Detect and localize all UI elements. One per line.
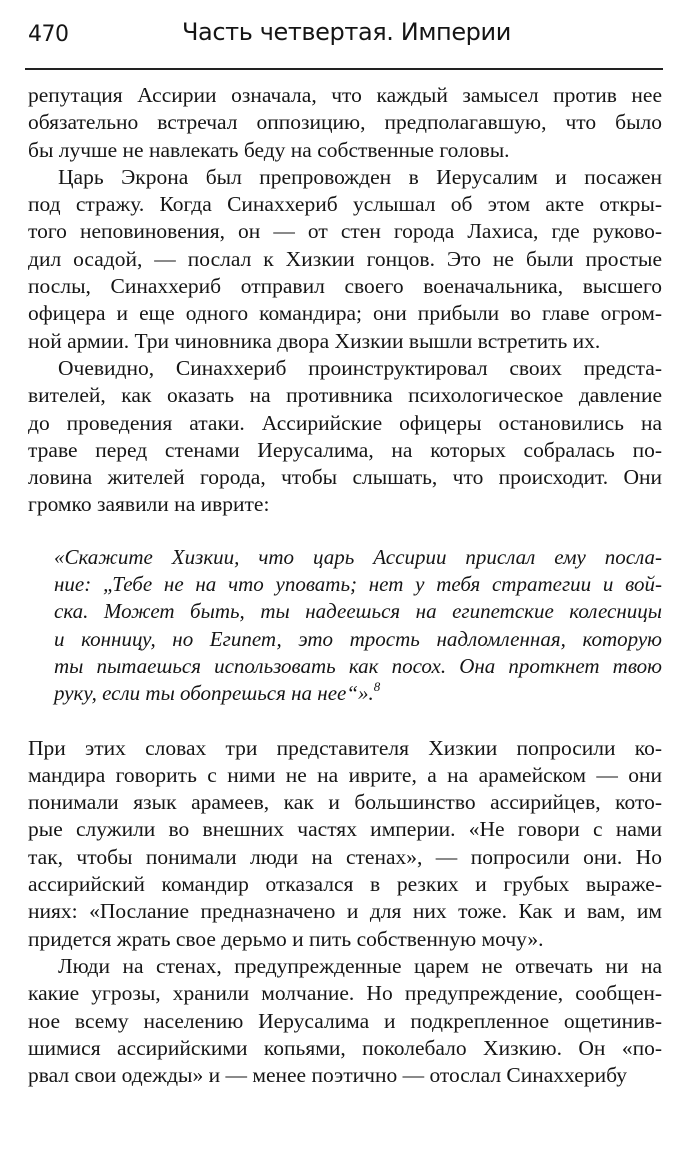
- text-line: офицера и еще одного командира; они прибыли во главе огром-: [28, 301, 662, 326]
- paragraphs-before-quote: [28, 82, 662, 519]
- quote-line-text: ние: „Тебе не на что уповать; нет у тебя стратегии и вой-: [54, 572, 662, 597]
- text-line: вителей, как оказать на противника психологическое давление: [28, 383, 662, 408]
- text-line: дил осадой, — послал к Хизкии гонцов. Это не были простые: [28, 246, 662, 271]
- text-line: Царь Экрона был препровожден в Иерусалим и посажен: [58, 164, 662, 189]
- quote-line: [54, 571, 662, 598]
- page-number: 470: [28, 22, 69, 47]
- text-line: придется жрать свое дерьмо и пить собственную мочу».: [28, 926, 544, 951]
- text-line: до проведения атаки. Ассирийские офицеры остановились на: [28, 410, 662, 435]
- quote-line: [54, 680, 662, 707]
- quote-line-text: ска. Может быть, ты надеешься на египетские колесницы: [54, 599, 662, 624]
- header-rule: [25, 68, 663, 70]
- quote-line-text: ты пытаешься использовать как посох. Она проткнет твою: [54, 653, 662, 678]
- quote-line: [54, 653, 662, 680]
- text-line: траве перед стенами Иерусалима, на которых собралась по-: [28, 437, 662, 462]
- text-line: бы лучше не навлекать беду на собственные головы.: [28, 137, 510, 162]
- paragraph: [28, 355, 662, 519]
- text-line: репутация Ассирии означала, что каждый замысел против нее: [28, 83, 662, 107]
- quote-line: [54, 626, 662, 653]
- text-line: понимали язык арамеев, как и большинство ассирийцев, кото-: [28, 790, 662, 815]
- text-line: рвал свои одежды» и — менее поэтично — отослал Синаххерибу: [28, 1063, 627, 1088]
- text-line: Люди на стенах, предупрежденные царем не отвечать ни на: [58, 953, 662, 978]
- text-line: громко заявили на иврите:: [28, 492, 270, 517]
- text-line: При этих словах три представителя Хизкии попросили ко-: [28, 735, 662, 760]
- text-line: под стражу. Когда Синаххериб услышал об этом акте откры-: [28, 192, 662, 217]
- text-line: ной армии. Три чиновника двора Хизкии вышли встретить их.: [28, 328, 601, 353]
- text-line: так, чтобы понимали люди на стенах», — попросили они. Но: [28, 844, 662, 869]
- running-title: Часть четвертая. Империи: [182, 18, 511, 46]
- text-line: того неповиновения, он — от стен города Лахиса, где руково-: [28, 219, 662, 244]
- paragraph: [28, 953, 662, 1089]
- quote-line-text: «Скажите Хизкии, что царь Ассирии прислал ему посла-: [54, 544, 662, 569]
- text-line: какие угрозы, хранили молчание. Но предупреждение, сообщен-: [28, 981, 662, 1006]
- text-line: ниях: «Послание предназначено и для них тоже. Как и вам, им: [28, 899, 662, 924]
- text-line: обязательно встречал оппозицию, предполагавшую, что было: [28, 110, 662, 135]
- paragraphs-after-quote: [28, 735, 662, 1090]
- paragraph: [28, 164, 662, 355]
- text-line: ловина жителей города, чтобы слышать, что происходит. Они: [28, 465, 662, 490]
- text-line: послы, Синаххериб отправил своего военачальника, высшего: [28, 274, 662, 299]
- page-header: [24, 14, 662, 54]
- paragraph: [28, 735, 662, 953]
- paragraph: [28, 82, 662, 164]
- quotation-lines: [54, 544, 662, 708]
- text-line: мандира говорить с ними не на иврите, а на арамейском — они: [28, 762, 662, 787]
- quote-line-text: и конницу, но Египет, это трость надломленная, которую: [54, 626, 662, 651]
- text-line: Очевидно, Синаххериб проинструктировал своих предста-: [58, 355, 662, 380]
- text-line: рые служили во внешних частях империи. «Не говори с нами: [28, 817, 662, 842]
- body-text: [28, 82, 662, 1089]
- text-line: ассирийский командир отказался в резких и грубых выраже-: [28, 872, 662, 897]
- text-line: шимися ассирийскими копьями, поколебало Хизкию. Он «по-: [28, 1035, 662, 1060]
- footnote-reference[interactable]: 8: [373, 679, 381, 695]
- quote-line: [54, 598, 662, 625]
- quote-line: [54, 544, 662, 571]
- quotation-block: [28, 544, 662, 708]
- quote-line-text: руку, если ты обопрешься на нее“».: [54, 681, 374, 706]
- text-line: ное всему населению Иерусалима и подкрепленное ощетинив-: [28, 1008, 662, 1033]
